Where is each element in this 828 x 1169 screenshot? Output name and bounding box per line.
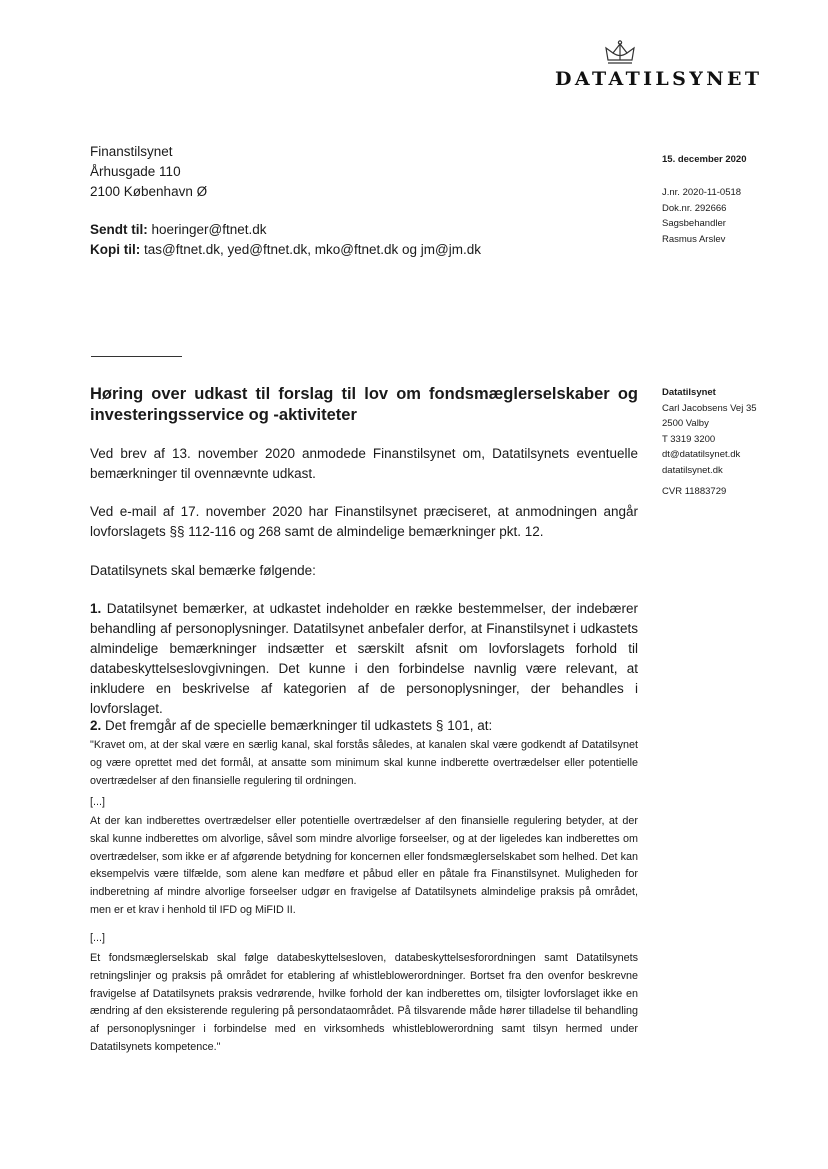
sender-website: datatilsynet.dk	[662, 464, 723, 476]
recipient-city: 2100 København Ø	[90, 184, 208, 199]
recipient-address	[90, 142, 207, 202]
copy-to-value: tas@ftnet.dk, yed@ftnet.dk, mko@ftnet.dk og jm@jm.dk	[144, 242, 481, 257]
point-2-text: Det fremgår af de specielle bemærkninger til udkastets § 101, at:	[105, 718, 493, 733]
document-number: Dok.nr. 292666	[662, 202, 727, 214]
case-handler-name: Rasmus Arslev	[662, 233, 726, 245]
logo-wordmark: DATATILSYNET	[555, 68, 763, 90]
paragraph-point-2	[90, 716, 638, 736]
sender-street: Carl Jacobsens Vej 35	[662, 402, 757, 414]
paragraph-1: Ved brev af 13. november 2020 anmodede Finanstilsynet om, Datatilsynets eventuelle bemærkninger til ovennævnte udkast.	[90, 446, 638, 481]
quote-part-3: Et fondsmæglerselskab skal følge databeskyttelsesloven, databeskyttelsesforordningen samt Datatilsynets retningslinjer og praksis på området for etablering af whistleblowerordninger. Bortset fra den ovenfor beskrevne fravigelse af Datatilsynets praksis vedrørende, hvilke forhold der kan indberettes om, tilsigter lovforslaget ikke en ændring af den eksisterende regulering på persondataområdet. På tilsvarende måde hører tilladelse til behandling af personoplysninger i forbindelse med en virksomheds whistleblowerordning samt tilsyn hermed under Datatilsynets kompetence."	[90, 952, 638, 1053]
divider	[91, 356, 182, 357]
sender-block	[662, 385, 757, 478]
sent-to-label: Sendt til:	[90, 222, 148, 237]
letter-date: 15. december 2020	[662, 154, 747, 165]
quote-ellipsis-1: [...]	[90, 796, 105, 808]
quote-part-2: At der kan indberettes overtrædelser eller potentielle overtrædelser af den finansielle regulering betyder, at der skal kunne indberettes om alvorlige, såvel som mindre alvorlige forseelser, og at der ligeledes kan indberettes om overtrædelser, som ikke er af afgørende betydning for koncernen eller fondsmæglerselskabet som helhed. Det kan eksempelvis være tilfælde, som alene kan medføre et påbud eller en påtale fra Finanstilsynet. Muligheden for indberetning af mindre alvorlige forseelser udgør en fravigelse af Datatilsynets almindelige praksis på området, men er et krav i henhold til IFD og MiFID II.	[90, 815, 638, 916]
paragraph-3: Datatilsynets skal bemærke følgende:	[90, 563, 316, 578]
sent-to-line	[90, 220, 481, 240]
sent-to-value: hoeringer@ftnet.dk	[151, 222, 267, 237]
letter-title: Høring over udkast til forslag til lov om fondsmæglerselskaber og investeringsservice og -aktiviteter	[90, 385, 638, 424]
sender-city: 2500 Valby	[662, 418, 709, 429]
paragraph-2: Ved e-mail af 17. november 2020 har Finanstilsynet præciseret, at anmodningen angår lovforslagets §§ 112-116 og 268 samt de almindelige bemærkninger pkt. 12.	[90, 504, 638, 539]
journal-number: J.nr. 2020-11-0518	[662, 187, 742, 198]
case-handler-label: Sagsbehandler	[662, 218, 726, 229]
copy-to-line	[90, 240, 481, 260]
recipient-street: Århusgade 110	[90, 164, 181, 179]
distribution-block	[90, 220, 481, 260]
sender-cvr: CVR 11883729	[662, 486, 727, 497]
crown-icon	[604, 40, 636, 66]
point-1-text: Datatilsynet bemærker, at udkastet indeholder en række bestemmelser, der indebærer behandling af personoplysninger. Datatilsynet anbefaler derfor, at Finanstilsynet i udkastets almindelige bemærkninger indsætter et særskilt afsnit om lovforslagets forhold til databeskyttelseslovgivningen. Det kunne i den forbindelse navnlig være relevant, at inkludere en beskrivelse af kategorien af de personoplysninger, der behandles i lovforslaget.	[90, 601, 638, 716]
point-2-number: 2.	[90, 718, 102, 733]
recipient-name: Finanstilsynet	[90, 144, 173, 159]
point-1-number: 1.	[90, 601, 102, 616]
sender-name: Datatilsynet	[662, 387, 716, 398]
quote-ellipsis-2: [...]	[90, 932, 105, 944]
copy-to-label: Kopi til:	[90, 242, 141, 257]
paragraph-point-1	[90, 599, 638, 719]
sender-email: dt@datatilsynet.dk	[662, 449, 741, 460]
quote-part-1: "Kravet om, at der skal være en særlig kanal, skal forstås således, at kanalen skal være godkendt af Datatilsynet og være oprettet med det formål, at ansatte som minimum skal kunne indberette overtrædelser eller potentielle overtrædelser af den finansielle regulering til ordningen.	[90, 739, 638, 787]
case-metadata	[662, 185, 741, 247]
sender-phone: T 3319 3200	[662, 433, 716, 445]
